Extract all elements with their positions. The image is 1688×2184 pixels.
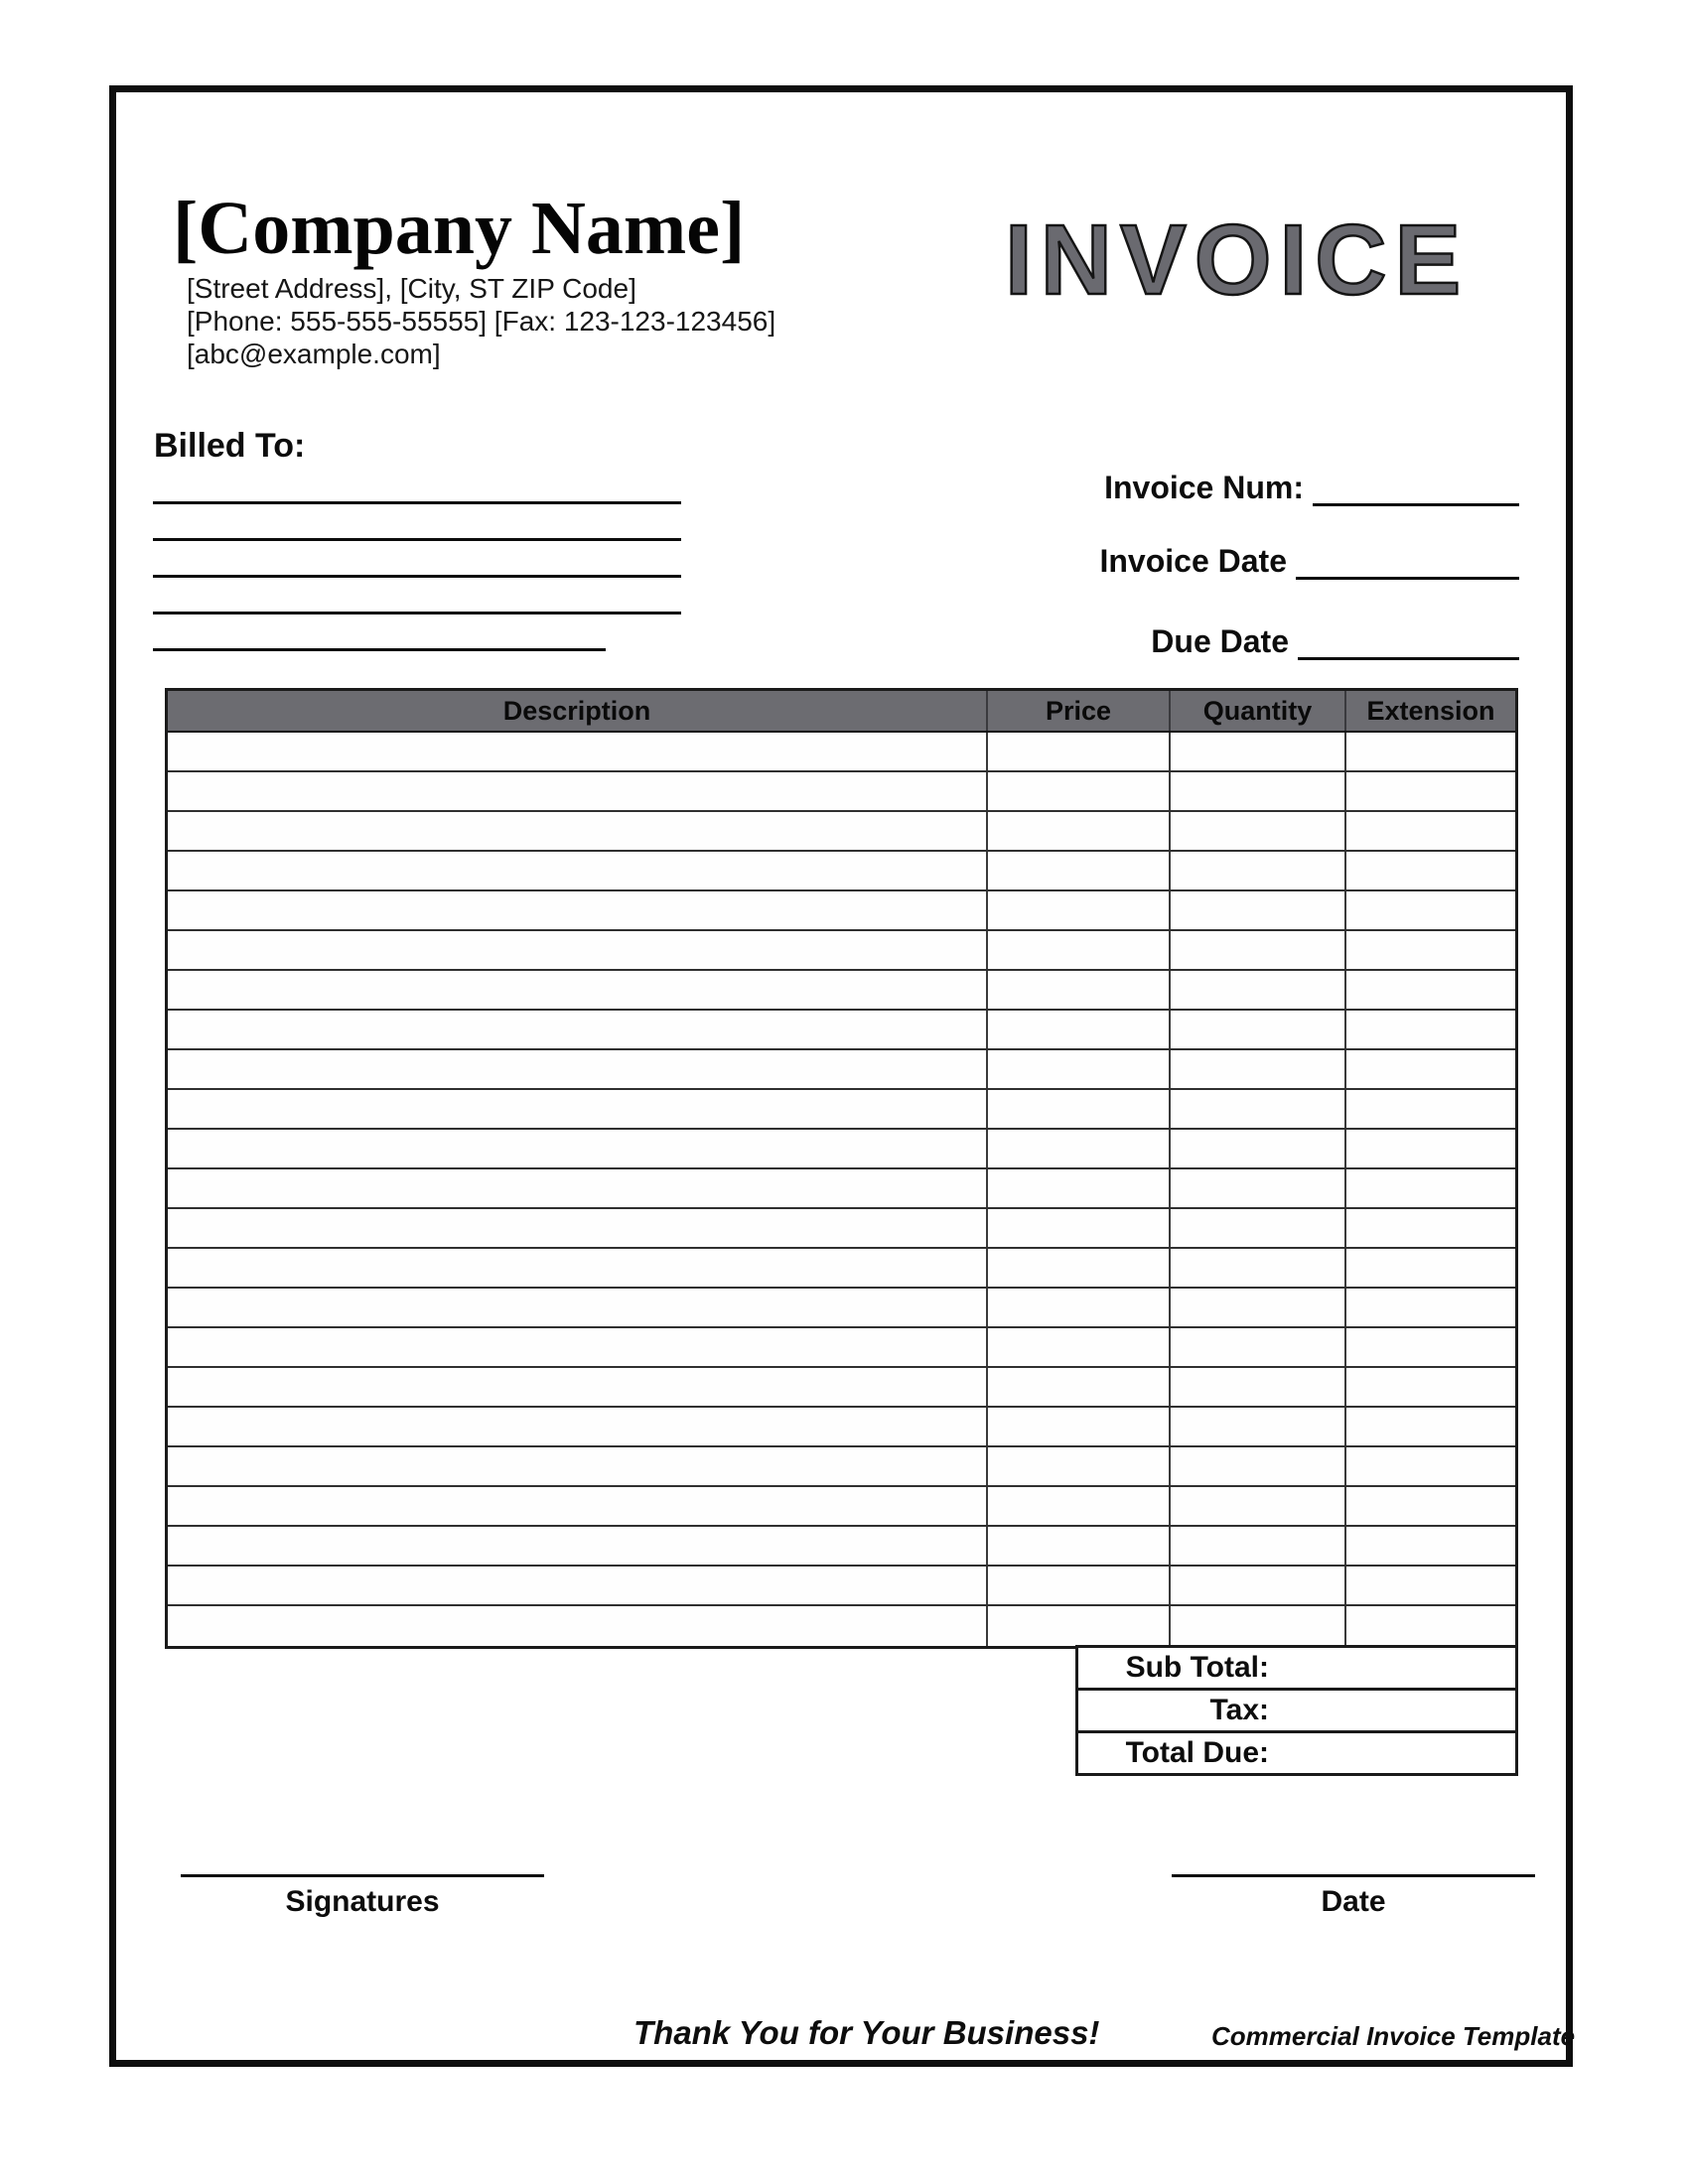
table-cell[interactable]	[1346, 1130, 1515, 1167]
table-cell[interactable]	[1171, 1487, 1346, 1525]
table-row	[168, 1169, 1515, 1209]
table-cell[interactable]	[168, 1050, 988, 1088]
table-cell[interactable]	[988, 1011, 1171, 1048]
billed-to-blank-line[interactable]	[153, 501, 681, 504]
table-body	[168, 733, 1515, 1646]
date-label: Date	[1321, 1885, 1386, 1918]
table-cell[interactable]	[1346, 1050, 1515, 1088]
table-header-row	[168, 691, 1515, 733]
table-header-cell-price: Price	[988, 691, 1171, 731]
table-cell[interactable]	[1346, 1090, 1515, 1128]
table-cell[interactable]	[168, 1209, 988, 1247]
table-cell[interactable]	[988, 1209, 1171, 1247]
table-row	[168, 891, 1515, 931]
table-cell[interactable]	[1346, 1169, 1515, 1207]
table-cell[interactable]	[168, 772, 988, 810]
table-cell[interactable]	[988, 772, 1171, 810]
table-cell[interactable]	[1346, 1249, 1515, 1287]
table-cell[interactable]	[988, 1408, 1171, 1445]
table-cell[interactable]	[988, 1527, 1171, 1565]
total-due-value[interactable]	[1269, 1733, 1515, 1773]
table-cell[interactable]	[988, 971, 1171, 1009]
table-cell[interactable]	[988, 1606, 1171, 1646]
invoice-date-label: Invoice Date	[1099, 543, 1287, 579]
company-name: [Company Name]	[173, 187, 746, 270]
table-cell[interactable]	[1346, 772, 1515, 810]
table-cell[interactable]	[988, 1090, 1171, 1128]
invoice-number-blank-field[interactable]	[1313, 503, 1519, 506]
table-row	[168, 1368, 1515, 1408]
table-cell[interactable]	[1346, 891, 1515, 929]
table-cell[interactable]	[1346, 931, 1515, 969]
table-cell[interactable]	[1346, 1209, 1515, 1247]
invoice-date-blank-field[interactable]	[1296, 577, 1519, 580]
table-cell[interactable]	[168, 1011, 988, 1048]
table-cell[interactable]	[1171, 1606, 1346, 1646]
table-cell[interactable]	[1171, 1050, 1346, 1088]
table-cell[interactable]	[168, 812, 988, 850]
table-cell[interactable]	[1171, 812, 1346, 850]
table-row	[168, 1289, 1515, 1328]
table-cell[interactable]	[1346, 1567, 1515, 1604]
table-cell[interactable]	[1171, 931, 1346, 969]
table-row	[168, 1209, 1515, 1249]
table-row	[168, 772, 1515, 812]
table-cell[interactable]	[168, 1408, 988, 1445]
table-cell[interactable]	[1346, 1011, 1515, 1048]
billed-to-blank-line[interactable]	[153, 612, 681, 614]
table-header-cell-extension: Extension	[1366, 695, 1495, 726]
line-items-table	[165, 688, 1518, 1649]
company-address-line1: [Street Address], [City, ST ZIP Code]	[187, 273, 636, 304]
table-cell[interactable]	[1171, 1289, 1346, 1326]
table-cell[interactable]	[168, 971, 988, 1009]
company-address-line2: [Phone: 555-555-55555] [Fax: 123-123-123456]	[187, 306, 776, 337]
table-cell[interactable]	[1171, 1408, 1346, 1445]
table-cell[interactable]	[988, 1447, 1171, 1485]
table-cell[interactable]	[168, 1368, 988, 1406]
table-cell[interactable]	[1346, 1527, 1515, 1565]
table-cell[interactable]	[168, 1289, 988, 1326]
table-cell[interactable]	[1171, 733, 1346, 770]
table-cell[interactable]	[168, 1487, 988, 1525]
thank-you-note: Thank You for Your Business!	[633, 2014, 1100, 2051]
invoice-title: INVOICE	[1005, 205, 1470, 316]
table-cell[interactable]	[168, 931, 988, 969]
table-cell[interactable]	[988, 891, 1171, 929]
billed-to-blank-line[interactable]	[153, 648, 606, 651]
table-header-cell-description: Description	[168, 691, 988, 731]
table-cell[interactable]	[1346, 1447, 1515, 1485]
table-row	[168, 1447, 1515, 1487]
table-cell[interactable]	[1171, 1328, 1346, 1366]
table-cell[interactable]	[1171, 1130, 1346, 1167]
table-cell[interactable]	[1171, 772, 1346, 810]
table-cell[interactable]	[1171, 1249, 1346, 1287]
table-cell[interactable]	[168, 1567, 988, 1604]
signatures-label: Signatures	[285, 1885, 440, 1918]
table-cell[interactable]	[168, 891, 988, 929]
tax-label: Tax:	[1209, 1694, 1269, 1726]
table-cell[interactable]	[1346, 1487, 1515, 1525]
table-cell[interactable]	[168, 1527, 988, 1565]
total-due-row	[1078, 1733, 1515, 1773]
table-row	[168, 971, 1515, 1011]
table-cell[interactable]	[1346, 1408, 1515, 1445]
table-row	[168, 1050, 1515, 1090]
table-cell[interactable]	[1171, 1527, 1346, 1565]
table-cell[interactable]	[1346, 1328, 1515, 1366]
due-date-row	[1151, 623, 1519, 660]
date-blank-line[interactable]	[1172, 1874, 1535, 1877]
company-address-line3: [abc@example.com]	[187, 339, 441, 369]
signatures-blank-line[interactable]	[181, 1874, 544, 1877]
table-row	[168, 1567, 1515, 1606]
billed-to-blank-line[interactable]	[153, 575, 681, 578]
totals-box	[1075, 1645, 1518, 1776]
table-cell[interactable]	[168, 1606, 988, 1646]
subtotal-label: Sub Total:	[1125, 1651, 1269, 1684]
table-row	[168, 1011, 1515, 1050]
table-cell[interactable]	[1171, 1169, 1346, 1207]
table-cell[interactable]	[1171, 1567, 1346, 1604]
billed-to-label: Billed To:	[154, 427, 306, 465]
table-cell[interactable]	[988, 931, 1171, 969]
table-cell[interactable]	[988, 1289, 1171, 1326]
subtotal-row	[1078, 1648, 1515, 1691]
table-cell[interactable]	[168, 1090, 988, 1128]
table-cell[interactable]	[1346, 852, 1515, 889]
table-cell[interactable]	[1171, 1011, 1346, 1048]
table-cell[interactable]	[168, 1130, 988, 1167]
table-cell[interactable]	[168, 1447, 988, 1485]
invoice-date-row	[1099, 543, 1519, 580]
table-cell[interactable]	[1171, 891, 1346, 929]
table-cell[interactable]	[988, 1050, 1171, 1088]
table-row	[168, 931, 1515, 971]
table-row	[168, 1606, 1515, 1646]
tax-value[interactable]	[1269, 1691, 1515, 1730]
table-cell[interactable]	[1171, 1368, 1346, 1406]
table-cell[interactable]	[1171, 1209, 1346, 1247]
total-due-label: Total Due:	[1125, 1736, 1269, 1769]
table-row	[168, 733, 1515, 772]
table-cell[interactable]	[988, 1249, 1171, 1287]
table-row	[168, 1408, 1515, 1447]
invoice-number-row	[1104, 470, 1519, 506]
table-cell[interactable]	[1171, 1090, 1346, 1128]
table-row	[168, 1130, 1515, 1169]
company-address	[187, 272, 775, 370]
due-date-label: Due Date	[1151, 623, 1289, 659]
table-cell[interactable]	[168, 733, 988, 770]
table-row	[168, 1249, 1515, 1289]
table-cell[interactable]	[988, 1567, 1171, 1604]
table-cell[interactable]	[1171, 852, 1346, 889]
table-cell[interactable]	[988, 1130, 1171, 1167]
table-row	[168, 1090, 1515, 1130]
table-cell[interactable]	[1171, 971, 1346, 1009]
table-cell[interactable]	[988, 733, 1171, 770]
table-cell[interactable]	[1346, 1368, 1515, 1406]
table-header-cell-quantity: Quantity	[1171, 691, 1346, 731]
table-row	[168, 812, 1515, 852]
table-cell[interactable]	[168, 1328, 988, 1366]
subtotal-value[interactable]	[1269, 1648, 1515, 1688]
table-cell[interactable]	[1346, 1606, 1515, 1646]
table-cell[interactable]	[988, 1169, 1171, 1207]
table-cell[interactable]	[1346, 812, 1515, 850]
table-cell[interactable]	[1171, 1447, 1346, 1485]
table-cell[interactable]	[988, 1328, 1171, 1366]
table-cell[interactable]	[988, 1368, 1171, 1406]
template-name: Commercial Invoice Template	[1211, 2021, 1576, 2051]
billed-to-blank-line[interactable]	[153, 538, 681, 541]
table-cell[interactable]	[1346, 1289, 1515, 1326]
table-cell[interactable]	[168, 1249, 988, 1287]
table-cell[interactable]	[988, 1487, 1171, 1525]
table-cell[interactable]	[168, 852, 988, 889]
table-row	[168, 1527, 1515, 1567]
table-cell[interactable]	[1346, 971, 1515, 1009]
table-row	[168, 1487, 1515, 1527]
table-row	[168, 852, 1515, 891]
tax-row	[1078, 1691, 1515, 1733]
table-cell[interactable]	[988, 812, 1171, 850]
table-cell[interactable]	[1346, 733, 1515, 770]
table-cell[interactable]	[168, 1169, 988, 1207]
invoice-number-label: Invoice Num:	[1104, 470, 1304, 505]
table-cell[interactable]	[988, 852, 1171, 889]
due-date-blank-field[interactable]	[1298, 657, 1519, 660]
table-row	[168, 1328, 1515, 1368]
